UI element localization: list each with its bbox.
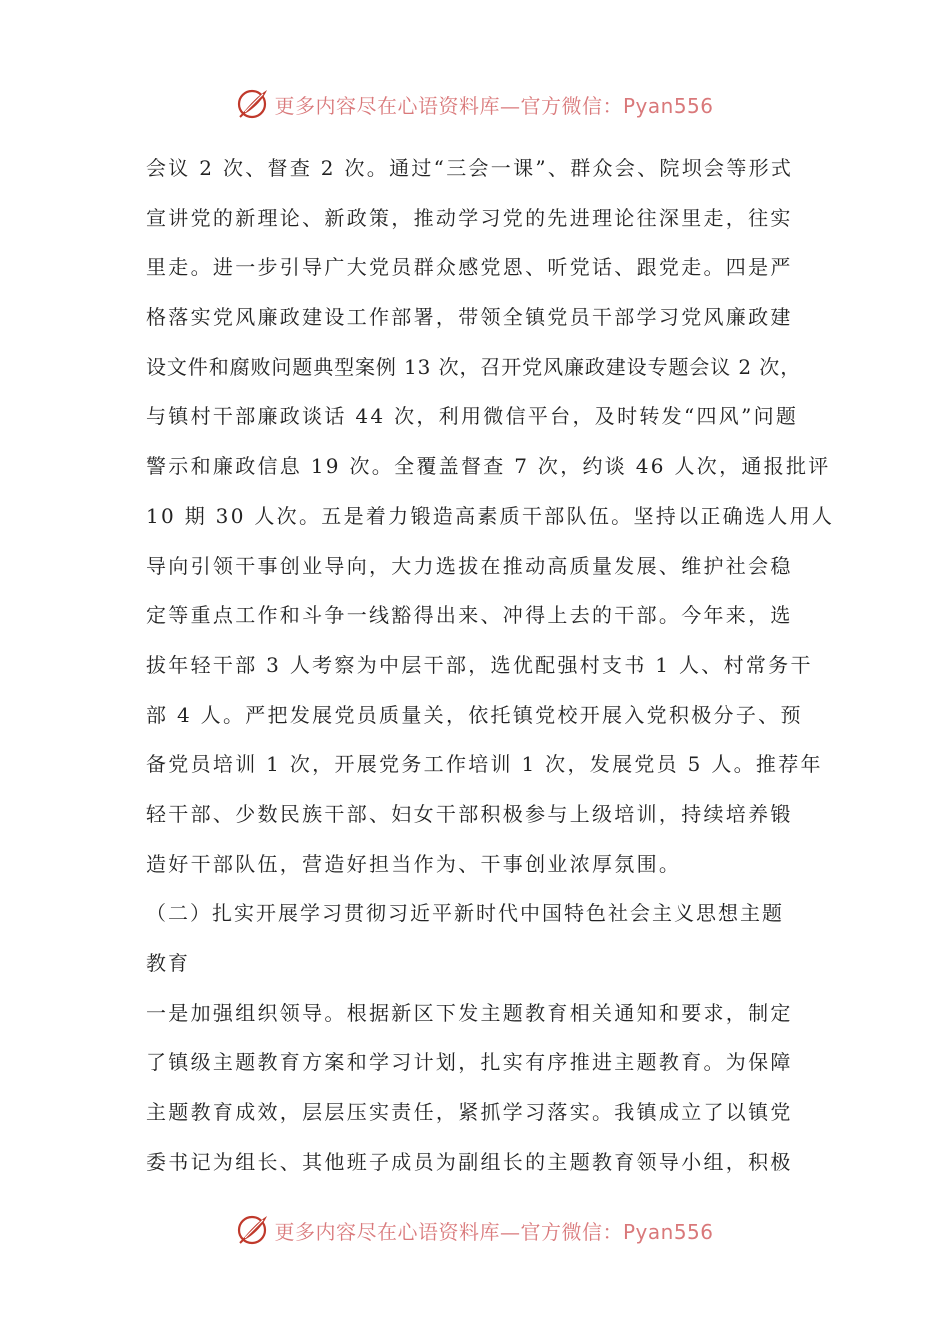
header-watermark bbox=[0, 84, 950, 124]
body-line: 会议 2 次、督查 2 次。通过“三会一课”、群众会、院坝会等形式 bbox=[146, 156, 794, 180]
body-line: 里走。进一步引导广大党员群众感党恩、听党话、跟党走。四是严 bbox=[146, 255, 793, 280]
body-line: 部 4 人。严把发展党员质量关，依托镇党校开展入党积极分子、预 bbox=[146, 702, 803, 727]
body-line: 轻干部、少数民族干部、妇女干部积极参与上级培训，持续培养锻 bbox=[146, 801, 793, 826]
body-line: 10 期 30 人次。五是着力锻造高素质干部队伍。坚持以正确选人用人 bbox=[146, 503, 835, 528]
watermark-text: 更多内容尽在心语资料库—官方微信：Pyan556 bbox=[274, 93, 714, 118]
body-line: 了镇级主题教育方案和学习计划，扎实有序推进主题教育。为保障 bbox=[146, 1050, 793, 1075]
body-line: 与镇村干部廉政谈话 44 次，利用微信平台，及时转发“四风”问题 bbox=[146, 404, 799, 429]
watermark-text: 更多内容尽在心语资料库—官方微信：Pyan556 bbox=[274, 1219, 714, 1244]
body-line: 备党员培训 1 次，开展党务工作培训 1 次，发展党员 5 人。推荐年 bbox=[146, 752, 823, 777]
quill-pen-logo-icon bbox=[236, 87, 270, 121]
body-line: 警示和廉政信息 19 次。全覆盖督查 7 次，约谈 46 人次，通报批评 bbox=[146, 454, 831, 479]
section-heading: （二）扎实开展学习贯彻习近平新时代中国特色社会主义思想主题 bbox=[146, 901, 784, 926]
body-line: 主题教育成效，层层压实责任，紧抓学习落实。我镇成立了以镇党 bbox=[146, 1100, 793, 1125]
footer-watermark bbox=[0, 1210, 950, 1250]
body-line: 导向引领干事创业导向，大力选拔在推动高质量发展、维护社会稳 bbox=[146, 553, 793, 578]
body-line: 宣讲党的新理论、新政策，推动学习党的先进理论往深里走，往实 bbox=[146, 205, 793, 230]
section-heading-continued: 教育 bbox=[146, 951, 190, 975]
quill-pen-logo-icon bbox=[236, 1213, 270, 1247]
body-line: 造好干部队伍，营造好担当作为、干事创业浓厚氛围。 bbox=[146, 851, 682, 876]
body-line: 设文件和腐败问题典型案例 13 次，召开党风廉政建设专题会议 2 次， bbox=[146, 354, 802, 379]
body-line: 一是加强组织领导。根据新区下发主题教育相关通知和要求，制定 bbox=[146, 1000, 793, 1025]
body-line: 格落实党风廉政建设工作部署，带领全镇党员干部学习党风廉政建 bbox=[146, 305, 793, 330]
body-line: 定等重点工作和斗争一线豁得出来、冲得上去的干部。今年来，选 bbox=[146, 603, 793, 628]
body-line: 拔年轻干部 3 人考察为中层干部，选优配强村支书 1 人、村常务干 bbox=[146, 652, 813, 677]
document-body bbox=[146, 144, 835, 1187]
body-line: 委书记为组长、其他班子成员为副组长的主题教育领导小组，积极 bbox=[146, 1149, 793, 1174]
